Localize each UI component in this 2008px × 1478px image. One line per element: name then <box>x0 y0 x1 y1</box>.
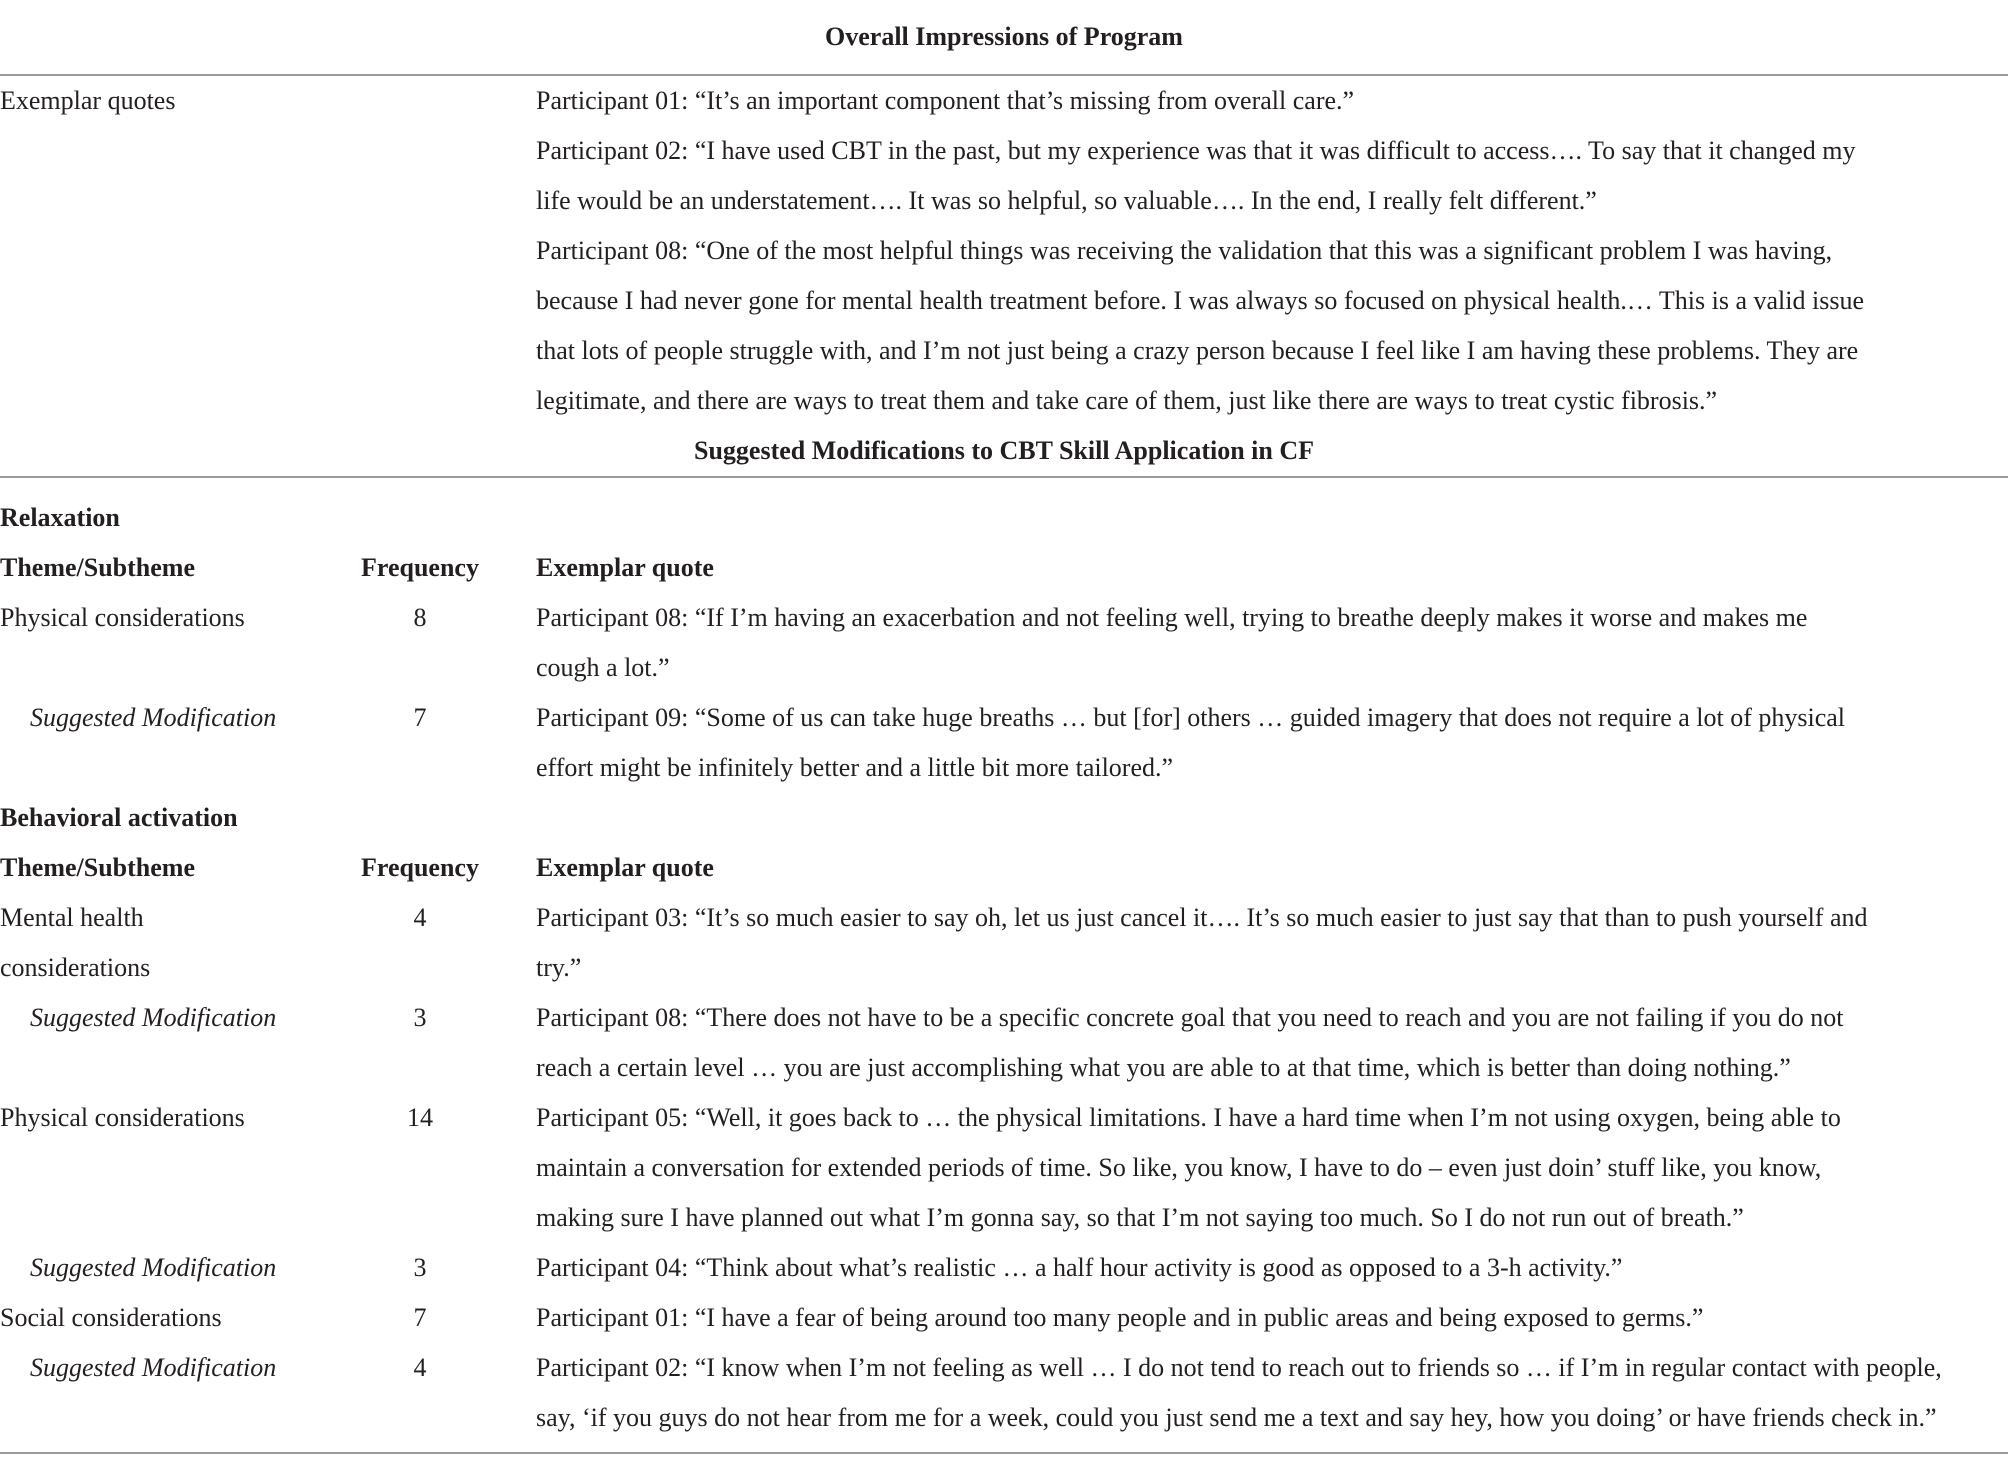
theme-cell: Social considerations <box>0 1303 222 1332</box>
column-header-theme: Theme/Subtheme <box>0 553 195 582</box>
quote-line: Participant 08: “There does not have to be a specific concrete goal that you need to reach and you are not failing if you do not <box>536 1003 1844 1032</box>
quote-line: Participant 04: “Think about what’s realistic … a half hour activity is good as opposed to a 3-h activity.” <box>536 1253 1623 1282</box>
subtheme-cell: Suggested Modification <box>30 1253 277 1282</box>
quote-line: effort might be infinitely better and a little bit more tailored.” <box>536 753 1174 782</box>
overall-quote-line: that lots of people struggle with, and I’m not just being a crazy person because I feel like I am having these problems. They are <box>536 336 1859 365</box>
relaxation-heading: Relaxation <box>0 503 120 532</box>
exemplar-quotes-label: Exemplar quotes <box>0 86 176 115</box>
column-header-theme: Theme/Subtheme <box>0 853 195 882</box>
frequency-cell: 4 <box>413 1353 427 1382</box>
rule-bottom <box>0 1452 2008 1454</box>
quote-line: Participant 03: “It’s so much easier to say oh, let us just cancel it…. It’s so much easier to just say that than to push yourself and <box>536 903 1868 932</box>
frequency-cell: 3 <box>413 1253 427 1282</box>
quote-line: cough a lot.” <box>536 653 670 682</box>
quote-line: try.” <box>536 953 582 982</box>
quote-line: Participant 08: “If I’m having an exacerbation and not feeling well, trying to breathe deeply makes it worse and makes me <box>536 603 1808 632</box>
overall-quote-line: Participant 01: “It’s an important component that’s missing from overall care.” <box>536 86 1355 115</box>
frequency-cell: 7 <box>413 1303 427 1332</box>
subtheme-cell: Suggested Modification <box>30 703 277 732</box>
behavioral-heading: Behavioral activation <box>0 803 238 832</box>
column-header-quote: Exemplar quote <box>536 553 714 582</box>
overall-quote-line: Participant 08: “One of the most helpful things was receiving the validation that this was a significant problem I was having, <box>536 236 1833 265</box>
quote-line: maintain a conversation for extended periods of time. So like, you know, I have to do – even just doin’ stuff like, you know, <box>536 1153 1822 1182</box>
column-header-quote: Exemplar quote <box>536 853 714 882</box>
frequency-cell: 14 <box>407 1103 433 1132</box>
overall-quote-line: life would be an understatement…. It was so helpful, so valuable…. In the end, I really felt different.” <box>536 186 1597 215</box>
frequency-cell: 3 <box>413 1003 427 1032</box>
quote-line: Participant 05: “Well, it goes back to … the physical limitations. I have a hard time when I’m not using oxygen, being able to <box>536 1103 1841 1132</box>
quote-line: Participant 09: “Some of us can take huge breaths … but [for] others … guided imagery that does not require a lot of physical <box>536 703 1846 732</box>
overall-quote-line: because I had never gone for mental health treatment before. I was always so focused on physical health.… This is a valid issue <box>536 286 1864 315</box>
theme-cell: Physical considerations <box>0 603 245 632</box>
subtheme-cell: Suggested Modification <box>30 1353 277 1382</box>
quote-line: reach a certain level … you are just accomplishing what you are able to at that time, which is better than doing nothing.” <box>536 1053 1791 1082</box>
theme-cell: Physical considerations <box>0 1103 245 1132</box>
quote-line: Participant 01: “I have a fear of being around too many people and in public areas and being exposed to germs.” <box>536 1303 1704 1332</box>
overall-quote-line: legitimate, and there are ways to treat them and take care of them, just like there are ways to treat cystic fibrosis.” <box>536 386 1718 415</box>
frequency-cell: 8 <box>413 603 427 632</box>
column-header-frequency: Frequency <box>361 853 479 882</box>
modifications-title: Suggested Modifications to CBT Skill Application in CF <box>693 436 1314 465</box>
subtheme-cell: Suggested Modification <box>30 1003 277 1032</box>
rule-middle <box>0 476 2008 478</box>
frequency-cell: 7 <box>413 703 427 732</box>
overall-impressions-title: Overall Impressions of Program <box>825 22 1183 51</box>
theme-cell: Mental health <box>0 903 144 932</box>
column-header-frequency: Frequency <box>361 553 479 582</box>
quote-line: say, ‘if you guys do not hear from me for a week, could you just send me a text and say hey, how you doing’ or have friends check in.” <box>536 1403 1937 1432</box>
theme-cell: considerations <box>0 953 151 982</box>
overall-quote-line: Participant 02: “I have used CBT in the past, but my experience was that it was difficult to access…. To say that it changed my <box>536 136 1856 165</box>
quote-line: making sure I have planned out what I’m gonna say, so that I’m not saying too much. So I do not run out of breath.” <box>536 1203 1744 1232</box>
frequency-cell: 4 <box>413 903 427 932</box>
quote-line: Participant 02: “I know when I’m not feeling as well … I do not tend to reach out to friends so … if I’m in regular contact with people, <box>536 1353 1942 1382</box>
